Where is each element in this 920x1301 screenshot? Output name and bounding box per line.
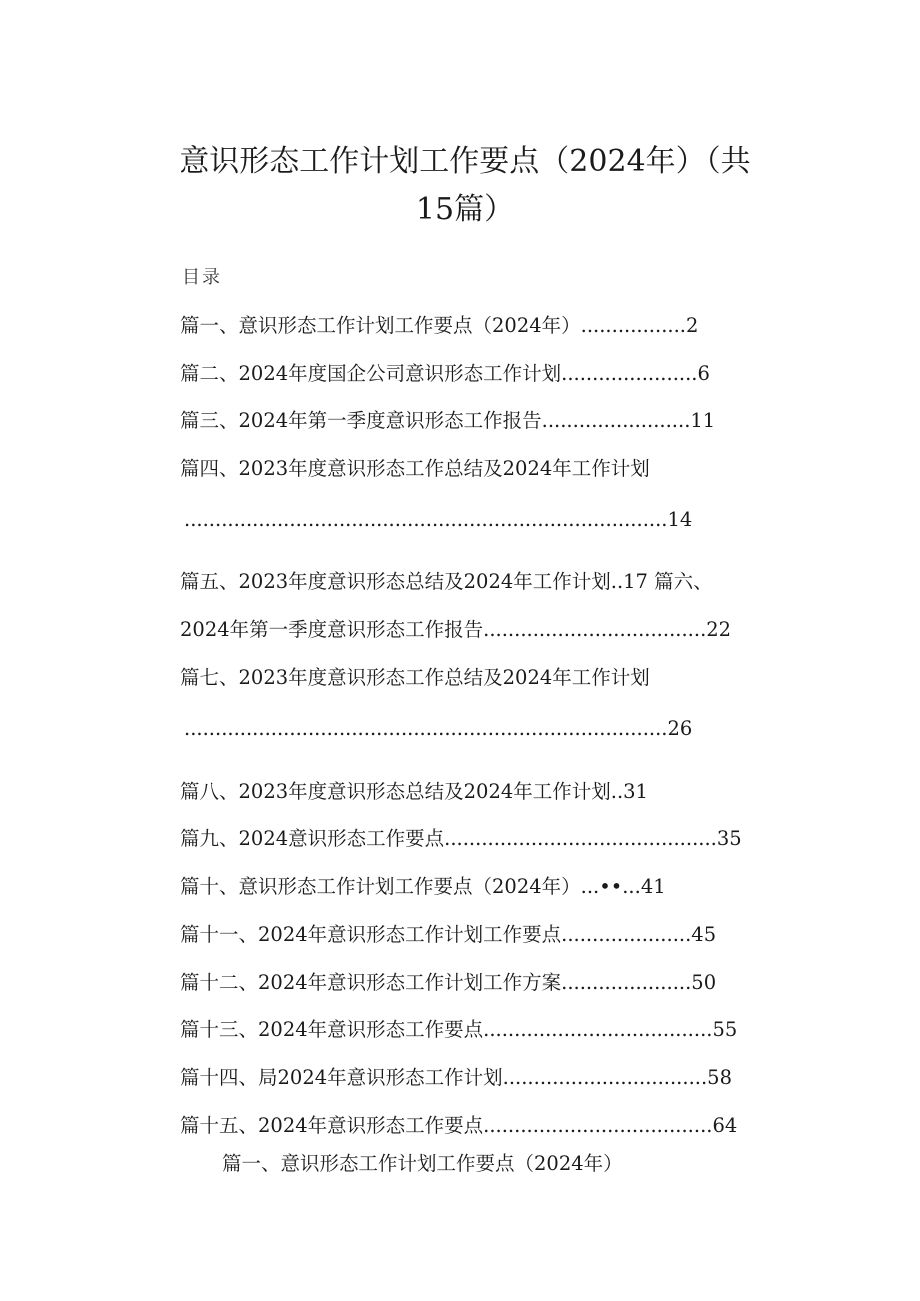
toc-entry-13: 篇十三、2024年意识形态工作要点.....................................55: [180, 1018, 738, 1041]
toc-entry-6: 2024年第一季度意识形态工作报告....................................22: [180, 618, 732, 641]
toc-entry-7-leader: ..............................................................................26: [184, 717, 693, 740]
toc-entry-3: 篇三、2024年第一季度意识形态工作报告........................11: [180, 409, 716, 432]
document-title-line-1: 意识形态工作计划工作要点（2024年）（共: [179, 144, 751, 179]
toc-entry-12: 篇十二、2024年意识形态工作计划工作方案.....................50: [180, 971, 717, 994]
toc-entry-11: 篇十一、2024年意识形态工作计划工作要点.....................45: [180, 923, 717, 946]
toc-entry-1: 篇一、意识形态工作计划工作要点（2024年）.................2: [180, 314, 699, 337]
toc-entry-10: 篇十、意识形态工作计划工作要点（2024年）...••...41: [180, 875, 666, 898]
toc-entry-2: 篇二、2024年度国企公司意识形态工作计划......................6: [180, 362, 710, 385]
toc-entry-4: 篇四、2023年度意识形态工作总结及2024年工作计划: [180, 457, 650, 480]
toc-entry-5: 篇五、2023年度意识形态总结及2024年工作计划..17 篇六、: [180, 570, 713, 593]
toc-heading: 目录: [182, 267, 222, 288]
toc-entry-7: 篇七、2023年度意识形态工作总结及2024年工作计划: [180, 666, 650, 689]
toc-entry-14: 篇十四、局2024年意识形态工作计划.................................58: [180, 1066, 732, 1089]
toc-entry-15: 篇十五、2024年意识形态工作要点.....................................64: [180, 1114, 738, 1137]
document-title: [140, 138, 790, 234]
toc-entry-8: 篇八、2023年度意识形态总结及2024年工作计划..31: [180, 780, 648, 803]
toc-entry-9: 篇九、2024意识形态工作要点............................................35: [180, 827, 742, 850]
first-article-heading: 篇一、意识形态工作计划工作要点（2024年）: [222, 1152, 623, 1175]
document-title-line-2: 15篇）: [415, 192, 515, 227]
toc-entry-4-leader: ..............................................................................14: [184, 508, 693, 531]
